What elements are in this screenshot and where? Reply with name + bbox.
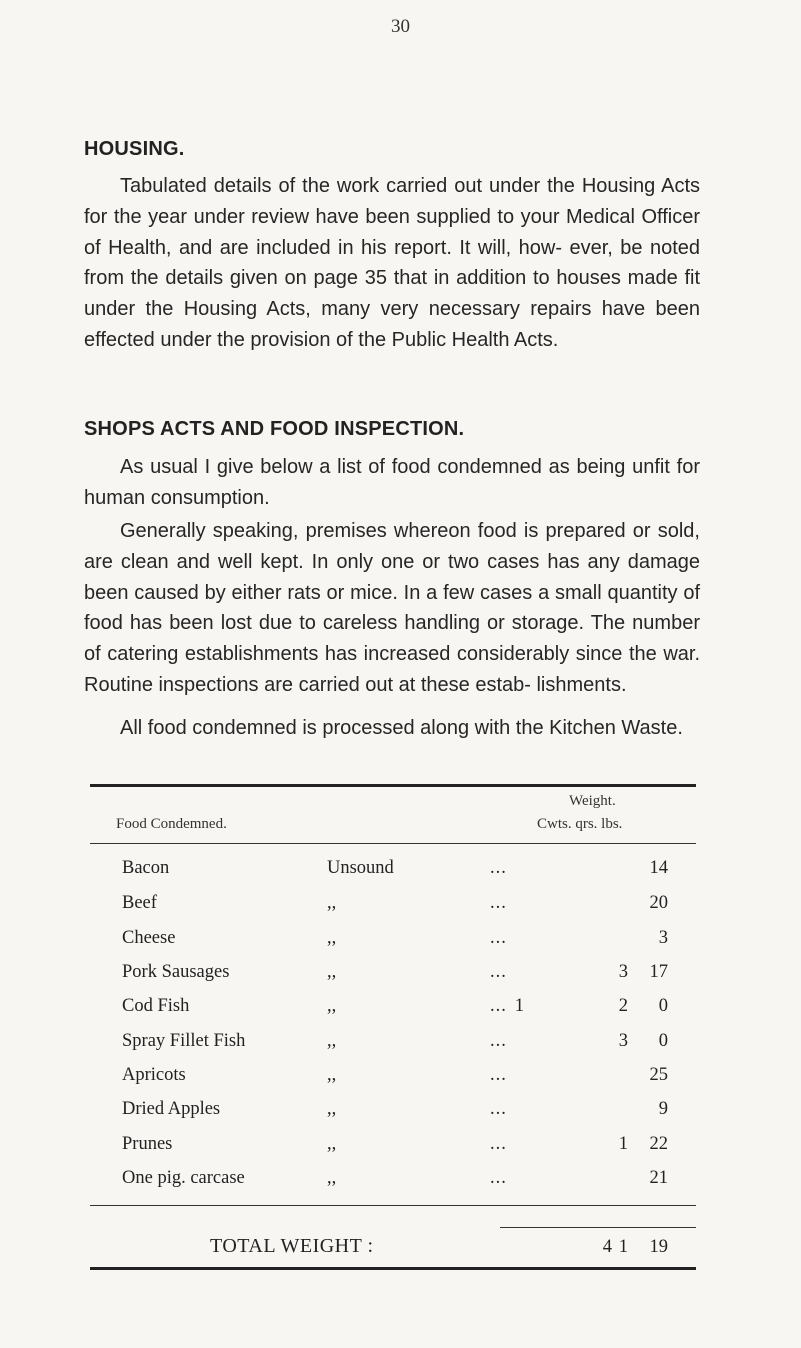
- row-condition: ,,: [327, 996, 337, 1016]
- row-condition: ,,: [327, 962, 337, 982]
- total-qrs: 1: [618, 1237, 628, 1257]
- housing-heading: HOUSING.: [84, 138, 185, 160]
- shops-paragraph-3: All food condemned is processed along with the Kitchen Waste.: [120, 717, 683, 739]
- row-lbs: 0: [658, 996, 668, 1016]
- row-leader-dots: ...: [490, 893, 507, 913]
- row-condition: ,,: [327, 893, 337, 913]
- row-lbs: 17: [649, 962, 668, 982]
- row-cwts: 1: [514, 996, 524, 1016]
- row-lbs: 21: [649, 1168, 668, 1188]
- row-item: Bacon: [122, 858, 170, 878]
- table-row: [0, 1065, 801, 1099]
- row-item: One pig. carcase: [122, 1168, 245, 1188]
- total-lower-rule: [500, 1227, 696, 1228]
- table-row: [0, 1031, 801, 1065]
- row-leader-dots: ...: [490, 1168, 507, 1188]
- row-lbs: 9: [658, 1099, 668, 1119]
- row-lbs: 0: [658, 1031, 668, 1051]
- row-condition: ,,: [327, 1065, 337, 1085]
- table-row: [0, 858, 801, 892]
- table-row: [0, 1099, 801, 1133]
- row-lbs: 20: [649, 893, 668, 913]
- total-label: TOTAL WEIGHT :: [210, 1235, 374, 1257]
- housing-paragraph: Tabulated details of the work carried out under the Housing Acts for the year under review have been supplied to your Medical Officer of Health, and are included in his report. It will, how- ever, be noted from the details given on page 35 that in addition to houses made fit under the Housing Acts, many very necessary repairs have been effected under the provision of the Public Health Acts.: [84, 175, 700, 351]
- row-item: Cod Fish: [122, 996, 190, 1016]
- row-condition: ,,: [327, 1031, 337, 1051]
- row-condition: ,,: [327, 1099, 337, 1119]
- food-header: Food Condemned.: [116, 816, 227, 832]
- row-leader-dots: ...: [490, 962, 507, 982]
- header-rule: [90, 843, 696, 844]
- row-qrs: 2: [618, 996, 628, 1016]
- total-upper-rule: [90, 1205, 696, 1206]
- row-lbs: 22: [649, 1134, 668, 1154]
- table-row: [0, 996, 801, 1030]
- page-number: 30: [391, 16, 410, 37]
- row-qrs: 1: [618, 1134, 628, 1154]
- row-condition: ,,: [327, 1134, 337, 1154]
- row-item: Apricots: [122, 1065, 186, 1085]
- total-cwts: 4: [602, 1237, 612, 1257]
- row-item: Spray Fillet Fish: [122, 1031, 246, 1051]
- row-condition: Unsound: [327, 858, 394, 878]
- row-lbs: 25: [649, 1065, 668, 1085]
- row-lbs: 3: [658, 928, 668, 948]
- row-item: Dried Apples: [122, 1099, 221, 1119]
- row-condition: ,,: [327, 1168, 337, 1188]
- row-leader-dots: ...: [490, 1099, 507, 1119]
- shops-paragraph-1: As usual I give below a list of food condemned as being unfit for human consumption.: [84, 456, 700, 509]
- row-condition: ,,: [327, 928, 337, 948]
- row-item: Pork Sausages: [122, 962, 230, 982]
- table-row: [0, 1134, 801, 1168]
- row-leader-dots: ...: [490, 1134, 507, 1154]
- shops-paragraph-2: Generally speaking, premises whereon food is prepared or sold, are clean and well kept. In only one or two cases has any damage been caused by either rats or mice. In a few cases a small quantity of food has been lost due to careless handling or storage. The number of catering establishments has increased considerably since the war. Routine inspections are carried out at these estab- lishments.: [84, 520, 700, 696]
- table-row: [0, 928, 801, 962]
- row-item: Prunes: [122, 1134, 173, 1154]
- row-qrs: 3: [618, 962, 628, 982]
- table-row: [0, 1168, 801, 1202]
- table-row: [0, 893, 801, 927]
- row-leader-dots: ...: [490, 1065, 507, 1085]
- row-qrs: 3: [618, 1031, 628, 1051]
- row-leader-dots: ...: [490, 858, 507, 878]
- shops-heading: SHOPS ACTS AND FOOD INSPECTION.: [84, 418, 465, 440]
- row-leader-dots: ...: [490, 1031, 507, 1051]
- units-header: Cwts. qrs. lbs.: [537, 816, 623, 832]
- table-row: [0, 962, 801, 996]
- row-item: Beef: [122, 893, 157, 913]
- table-top-rule: [90, 784, 696, 787]
- weight-header: Weight.: [569, 793, 616, 809]
- row-leader-dots: ...: [490, 996, 507, 1016]
- table-bottom-rule: [90, 1267, 696, 1270]
- row-leader-dots: ...: [490, 928, 507, 948]
- row-item: Cheese: [122, 928, 176, 948]
- total-lbs: 19: [649, 1237, 668, 1257]
- row-lbs: 14: [649, 858, 668, 878]
